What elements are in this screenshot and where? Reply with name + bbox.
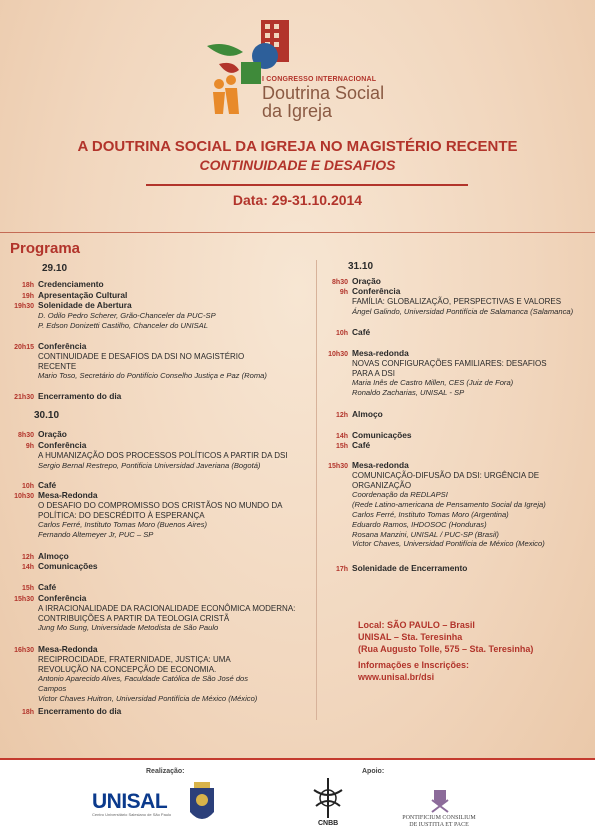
program-item (14, 593, 308, 633)
family-icon (214, 79, 224, 89)
program-item-speaker: (Rede Latino-americana de Pensamento Social da Igreja) (352, 500, 546, 510)
congress-label: I CONGRESSO INTERNACIONAL (262, 76, 377, 83)
program-item-title: Mesa-Redonda (38, 644, 98, 654)
program-item-title: Café (352, 440, 371, 450)
program-time: 12h (21, 554, 34, 561)
program-item-title: Oração (352, 276, 381, 286)
congress-name-line2: da Igreja (262, 101, 333, 121)
program-item-title: Almoço (38, 551, 69, 561)
program-time: 18h (21, 282, 34, 289)
program-item-speaker: Mario Toso, Secretário do Pontifício Conselho Justiça e Paz (Roma) (38, 371, 267, 381)
program-time: 15h (21, 585, 34, 592)
program-item (18, 429, 308, 440)
program-item-subject: FAMÍLIA: GLOBALIZAÇÃO, PERSPECTIVAS E VALORES (352, 296, 562, 306)
program-item-speaker: Carlos Ferré, Instituto Tomas Moro (Argentina) (352, 509, 509, 519)
program-time: 10h30 (14, 493, 34, 500)
program-item-title: Almoço (352, 409, 383, 419)
registration-label: Informações e Inscrições: (358, 660, 470, 670)
program-item-title: Café (38, 480, 57, 490)
program-time: 18h (21, 709, 34, 716)
website-link[interactable]: www.unisal.br/dsi (358, 672, 435, 682)
program-item-speaker: Rosana Manzini, UNISAL / PUC-SP (Brasil) (352, 529, 499, 539)
program-item (14, 300, 308, 330)
venue-label: UNISAL – Sta. Teresinha (358, 632, 463, 642)
day-heading-29: 29.10 (42, 263, 68, 274)
subtitle: CONTINUIDADE E DESAFIOS (199, 157, 396, 173)
program-item-subject: COMUNICAÇÃO-DIFUSÃO DA DSI: URGÊNCIA DE ORGANIZAÇÃO (352, 470, 540, 490)
papal-keys-icon (428, 786, 452, 814)
program-item-title: Comunicações (38, 561, 98, 571)
program-item (335, 440, 592, 451)
cnbb-label: CNBB (318, 820, 339, 827)
program-item-speaker: D. Odilo Pedro Scherer, Grão-Chanceler da PUC-SP (38, 310, 216, 320)
program-time: 15h (335, 443, 348, 450)
realizacao-label: Realização: (146, 768, 185, 775)
program-heading: Programa (10, 240, 81, 257)
program-item (328, 460, 572, 549)
program-item (335, 327, 592, 338)
program-time: 10h (335, 330, 348, 337)
cnbb-logo-icon (306, 776, 350, 820)
program-time: 16h30 (14, 647, 34, 654)
puc-seal-icon (186, 782, 218, 828)
program-item-title: Café (38, 582, 57, 592)
apoio-label: Apoio: (362, 768, 385, 775)
program-time: 15h30 (14, 596, 34, 603)
program-time: 20h15 (14, 344, 34, 351)
program-time: 9h (25, 443, 34, 450)
program-item-title: Mesa-redonda (352, 348, 409, 358)
program-item (21, 706, 308, 717)
program-item-speaker: Victor Chaves, Universidad Pontifícia de México (Mexico) (352, 539, 545, 549)
program-time: 14h (335, 433, 348, 440)
main-title: A DOUTRINA SOCIAL DA IGREJA NO MAGISTÉRIO RECENTE (77, 138, 518, 155)
program-item-title: Credenciamento (38, 279, 104, 289)
program-item-subject: NOVAS CONFIGURAÇÕES FAMILIARES: DESAFIOS PARA A DSI (352, 358, 547, 378)
program-time: 10h (21, 483, 34, 490)
unisal-subtitle: Centro Universitário Salesiano de São Paulo (92, 812, 172, 817)
program-time: 10h30 (328, 351, 348, 358)
program-item (25, 440, 313, 470)
program-item-speaker: Ángel Galindo, Universidad Pontifícia de Salamanca (Salamanca) (352, 306, 574, 316)
program-item-subject: O DESAFIO DO COMPROMISSO DOS CRISTÃOS NO MUNDO DA POLÍTICA: DO DESCRÉDITO À ESPERANÇA (38, 500, 283, 520)
leaf-icon (207, 44, 243, 56)
program-item-subject: A IRRACIONALIDADE DA RACIONALIDADE ECONÔMICA MODERNA: CONTRIBUIÇÕES A PARTIR DA TEOLOGIA CRISTÃ (38, 603, 296, 623)
program-item-speaker: Coordenação da REDLAPSI (352, 490, 448, 500)
unisal-logo: UNISAL (92, 790, 168, 813)
program-item (21, 582, 308, 593)
program-item (328, 348, 562, 398)
program-item (21, 279, 308, 290)
program-time: 15h30 (328, 463, 348, 470)
program-item (14, 490, 313, 540)
program-time: 9h (339, 289, 348, 296)
section-divider (0, 232, 595, 233)
location-label: Local: SÃO PAULO – Brasil (358, 620, 475, 630)
program-item-speaker: Fernando Altemeyer Jr, PUC – SP (38, 530, 154, 540)
program-time: 12h (335, 412, 348, 419)
program-item-title: Solenidade de Encerramento (352, 563, 468, 573)
program-time: 21h30 (14, 394, 34, 401)
program-item-speaker: Jung Mo Sung, Universidade Metodista de São Paulo (38, 623, 219, 633)
program-item-subject: A HUMANIZAÇÃO DOS PROCESSOS POLÍTICOS A PARTIR DA DSI (38, 450, 288, 460)
program-item-speaker: Sergio Bernal Restrepo, Pontificia Universidad Javeriana (Bogotá) (38, 460, 261, 470)
program-item-title: Oração (38, 429, 67, 439)
program-item-title: Conferência (38, 440, 87, 450)
program-item-title: Conferência (38, 593, 87, 603)
program-item-title: Mesa-Redonda (38, 490, 98, 500)
program-item-title: Conferência (352, 286, 401, 296)
program-item-speaker: Maria Inês de Castro Millen, CES (Juiz de Fora) (352, 378, 514, 388)
program-item-title: Encerramento do dia (38, 391, 122, 401)
program-item-speaker: Carlos Ferré, Instituto Tomas Moro (Buenos Aires) (38, 520, 208, 530)
congress-name-line1: Doutrina Social (262, 83, 385, 103)
address-label: (Rua Augusto Tolle, 575 – Sta. Teresinha) (358, 644, 534, 654)
program-item (335, 563, 592, 574)
footer (0, 758, 595, 832)
program-item-subject: CONTINUIDADE E DESAFIOS DA DSI NO MAGISTÉRIO RECENTE (38, 351, 245, 371)
program-time: 8h30 (18, 432, 34, 439)
event-date: Data: 29-31.10.2014 (232, 192, 363, 208)
program-time: 14h (21, 564, 34, 571)
program-item (335, 430, 592, 441)
program-item-title: Solenidade de Abertura (38, 300, 132, 310)
program-item-speaker: Antonio Aparecido Alves, Faculdade Católica de São José dos Campos (38, 674, 249, 694)
program-item (21, 561, 308, 572)
program-time: 8h30 (332, 279, 348, 286)
program-time: 19h30 (14, 303, 34, 310)
program-item-subject: RECIPROCIDADE, FRATERNIDADE, JUSTIÇA: UMA REVOLUÇÃO NA CONCEPÇÃO DE ECONOMIA. (38, 654, 231, 674)
program-item-title: Mesa-redonda (352, 460, 409, 470)
pontifical-council-label: PONTIFICIUM CONSILIUM DE IUSTITIA ET PACE (402, 815, 476, 828)
program-item-title: Apresentação Cultural (38, 290, 128, 300)
program-item (335, 409, 592, 420)
footer-divider (0, 758, 595, 760)
program-item-speaker: Eduardo Ramos, IHDOSOC (Honduras) (352, 519, 487, 529)
program-time: 17h (335, 566, 348, 573)
program-item (14, 341, 278, 381)
program-item (14, 391, 278, 402)
program-item-speaker: Victor Chaves Huitron, Universidad Pontifícia de México (México) (38, 693, 258, 703)
day-heading-30: 30.10 (34, 410, 60, 421)
program-item-title: Conferência (38, 341, 87, 351)
program-item-speaker: P. Edson Donizetti Castilho, Chanceler do UNISAL (38, 320, 208, 330)
program-item-title: Comunicações (352, 430, 412, 440)
program-item (339, 286, 592, 316)
program-item (14, 644, 268, 704)
program-item-title: Café (352, 327, 371, 337)
day-heading-31: 31.10 (348, 261, 374, 272)
program-item-title: Encerramento do dia (38, 706, 122, 716)
title-divider (146, 184, 468, 186)
program-item-speaker: Ronaldo Zacharias, UNISAL - SP (352, 388, 465, 398)
program-time: 19h (21, 293, 34, 300)
